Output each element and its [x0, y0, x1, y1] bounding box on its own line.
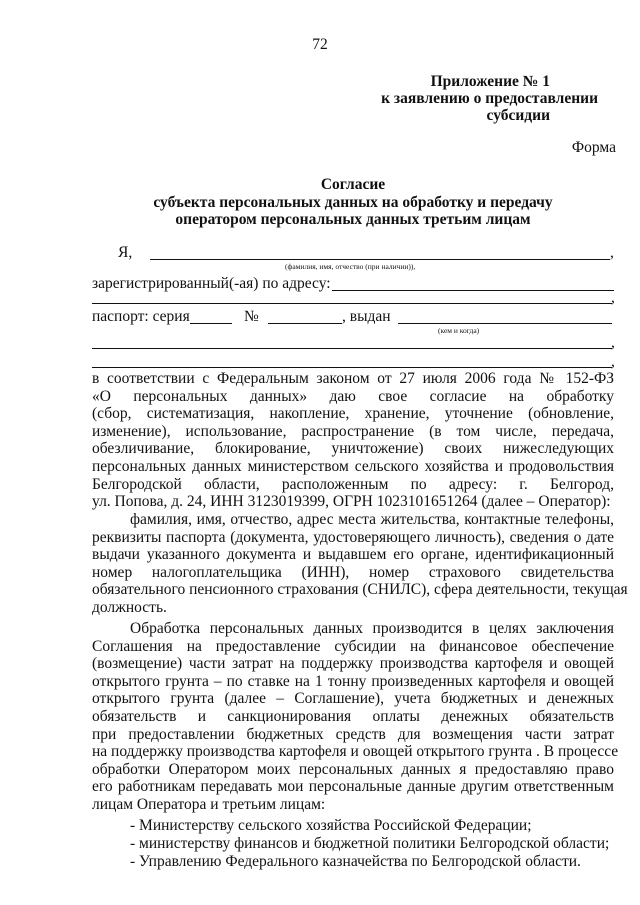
paragraph-1-line: «О персональных данных» даю свое согласие на обработку — [92, 387, 614, 405]
paragraph-1-line: Белгородской области, расположенным по адресу: г. Белгород, — [92, 475, 614, 493]
paragraph-2-line: обязательного пенсионного страхования (СНИЛС), сфера деятельности, текущая — [92, 581, 628, 599]
paragraph-3-line: обязательств и санкционирования оплаты денежных обязательств — [92, 708, 614, 725]
passport-label: паспорт: серия — [92, 308, 190, 325]
issued-line-2-comma: , — [611, 334, 615, 351]
paragraph-3-line: его работникам передавать мои персональные данные другим ответственным — [92, 778, 614, 796]
appendix-title: Приложение № 1 — [430, 73, 550, 90]
paragraph-1-line: изменение), использование, распространение (в том числе, передача, — [92, 422, 614, 440]
paragraph-3-line: при предоставлении бюджетных средств для возмещения части затрат — [92, 725, 614, 743]
paragraph-2-line: фамилия, имя, отчество, адрес места жительства, контактные телефоны, — [130, 511, 614, 528]
address-field[interactable] — [332, 290, 614, 291]
paragraph-2-line: выдачи указанного документа и выдавшем его органе, идентификационный — [92, 546, 614, 564]
name-line-comma: , — [610, 244, 614, 261]
form-label: Форма — [571, 139, 616, 156]
passport-issued-field-line-2[interactable] — [92, 348, 612, 349]
paragraph-1-line: обезличивание, блокирование, уничтожение) своих нижеследующих — [92, 440, 614, 458]
appendix-subtitle: к заявлению о предоставлении — [381, 90, 598, 107]
paragraph-1-line: ул. Попова, д. 24, ИНН 3123019399, ОГРН 1023101651264 (далее – Оператор): — [92, 493, 611, 511]
registered-label: зарегистрированный(-ая) по адресу: — [92, 275, 331, 292]
paragraph-3-line: (возмещение) части затрат на поддержку производства картофеля и овощей — [92, 655, 614, 673]
paragraph-3-line: на поддержку производства картофеля и овощей открытого грунта . В процессе — [92, 743, 619, 761]
paragraph-3-line: открытого грунта (далее – Соглашение), учета бюджетных и денежных — [92, 690, 614, 708]
paragraph-2-line: номер налогоплательщика (ИНН), номер страхового свидетельства — [92, 563, 614, 581]
i-label: Я, — [118, 244, 133, 261]
issued-line-3-comma: , — [611, 353, 615, 370]
passport-issued-field-line-3[interactable] — [92, 367, 612, 368]
full-name-field[interactable] — [150, 259, 610, 260]
paragraph-1-line: (сбор, систематизация, накопление, хранение, уточнение (обновление, — [92, 405, 614, 423]
address-line-comma: , — [611, 289, 615, 306]
name-hint: (фамилия, имя, отчество (при наличии)), — [285, 262, 416, 271]
paragraph-1-line: персональных данных министерством сельского хозяйства и продовольствия — [92, 458, 614, 475]
paragraph-2-line: реквизиты паспорта (документа, удостоверяющего личность), сведения о дате — [92, 528, 614, 546]
page-number: 72 — [312, 36, 328, 53]
paragraph-3-line: обработки Оператором моих персональных данных я предоставляю право — [92, 760, 614, 778]
paragraph-3-line: Обработка персональных данных производится в целях заключения — [130, 620, 614, 637]
issued-label: , выдан — [342, 308, 391, 325]
passport-issued-field[interactable] — [398, 323, 612, 324]
recipient-item: - Управлению Федерального казначейства по Белгородской области. — [130, 853, 581, 870]
recipient-item: - Министерству сельского хозяйства Российской Федерации; — [130, 817, 532, 834]
consent-subtitle-1: субъекта персональных данных на обработку и передачу — [153, 194, 553, 211]
passport-number-field[interactable] — [268, 323, 342, 324]
address-field-line-2[interactable] — [92, 303, 612, 304]
paragraph-2-line: должность. — [92, 599, 167, 616]
consent-title: Согласие — [320, 176, 386, 193]
paragraph-3-line: открытого грунта – по ставке на 1 тонну произведенных картофеля и овощей — [92, 672, 614, 690]
passport-number-label: № — [244, 308, 259, 325]
recipient-item: - министерству финансов и бюджетной политики Белгородской области; — [130, 835, 610, 852]
paragraph-3-line: лицам Оператора и третьим лицам: — [92, 796, 326, 813]
appendix-subtitle-2: субсидии — [486, 107, 550, 124]
paragraph-3-line: Соглашения на предоставление субсидии на финансовое обеспечение — [92, 637, 614, 655]
passport-series-field[interactable] — [190, 323, 232, 324]
paragraph-1-line: в соответствии с Федеральным законом от 27 июля 2006 года № 152-ФЗ — [92, 370, 614, 387]
issued-hint: (кем и когда) — [438, 326, 480, 335]
consent-subtitle-2: оператором персональных данных третьим лицам — [175, 211, 531, 228]
